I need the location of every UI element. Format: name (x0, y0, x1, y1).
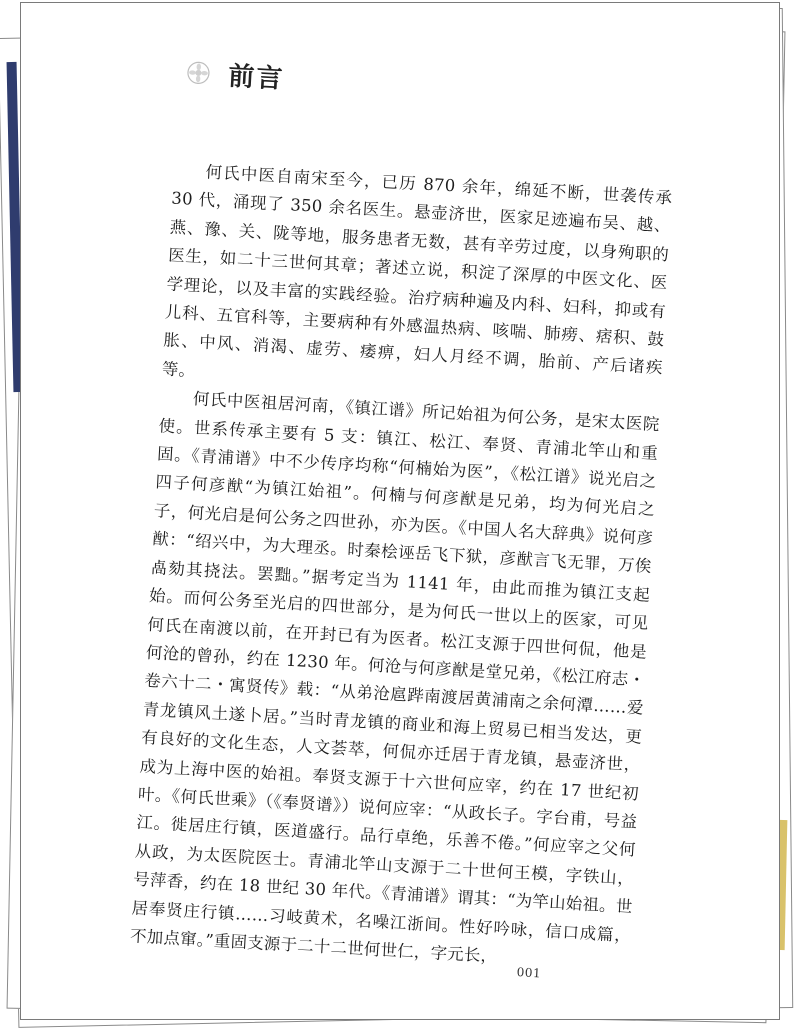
body-text (129, 157, 673, 979)
page-content (20, 2, 780, 1020)
paragraph-1: 何氏中医自南宋至今，已历 870 余年，绵延不断，世袭传承 30 代，涌现了 350 余名医生。悬壶济世，医家足迹遍布吴、越、燕、豫、关、陇等地，服务患者无数，甚有辛劳过度，以身殉职的医生，如二十三世何其章；著述立说，积淀了深厚的中医文化、医学理论，以及丰富的实践经验。治疗病种遍及内科、妇科，抑或有儿科、五官科等，主要病种有外感温热病、咳喘、肺痨、痞积、鼓胀、中风、消渴、虚劳、痿痹，妇人月经不调，胎前、产后诸疾等。 (161, 162, 673, 380)
page-number: 001 (516, 965, 542, 981)
paragraph-2: 何氏中医祖居河南，《镇江谱》所记始祖为何公务，是宋太医院使。世系传承主要有 5 支：镇江、松江、奉贤、青浦北竿山和重固。《青浦谱》中不少传序均称“何楠始为医”，《松江谱》说光启之四子何彦猷“为镇江始祖”。何楠与何彦猷是兄弟，均为何光启之子，何光启是何公务之四世孙，亦为医。《中国人名大辞典》说何彦猷：“绍兴中，为大理丞。时秦桧诬岳飞下狱，彦猷言飞无罪，万俟卨劾其挠法。罢黜。”据考定当为 1141 年，由此而推为镇江支起始。而何公务至光启的四世部分，是为何氏一世以上的医家，可见何氏在南渡以前，在开封已有为医者。松江支源于四世何侃，他是何沧的曾孙，约在 1230 年。何沧与何彦猷是堂兄弟，《松江府志・卷六十二・寓贤传》载：“从弟沧扈跸南渡居黄浦南之余何潭……爱青龙镇风土遂卜居。”当时青龙镇的商业和海上贸易已相当发达，更有良好的文化生态，人文荟萃，何侃亦迁居于青龙镇，悬壶济世，成为上海中医的始祖。奉贤支源于十六世何应宰，约在 17 世纪初叶。《何氏世乘》（《奉贤谱》）说何应宰：“从政长子。字台甫，号益江。徙居庄行镇，医道盛行。品行卓绝，乐善不倦。”何应宰之父何从政，为太医院医士。青浦北竿山支源于二十世何王模，字铁山，号萍香，约在 18 世纪 30 年代。《青浦谱》谓其：“为竿山始祖。世居奉贤庄行镇……习岐黄术，名噪江浙间。性好吟咏，信口成篇，不加点窜。”重固支源于二十二世何世仁，字元长， (129, 389, 661, 966)
book-page (20, 2, 780, 1020)
page-title: 前言 (227, 61, 286, 95)
floral-ornament-icon (186, 60, 211, 85)
title-row (185, 53, 285, 95)
